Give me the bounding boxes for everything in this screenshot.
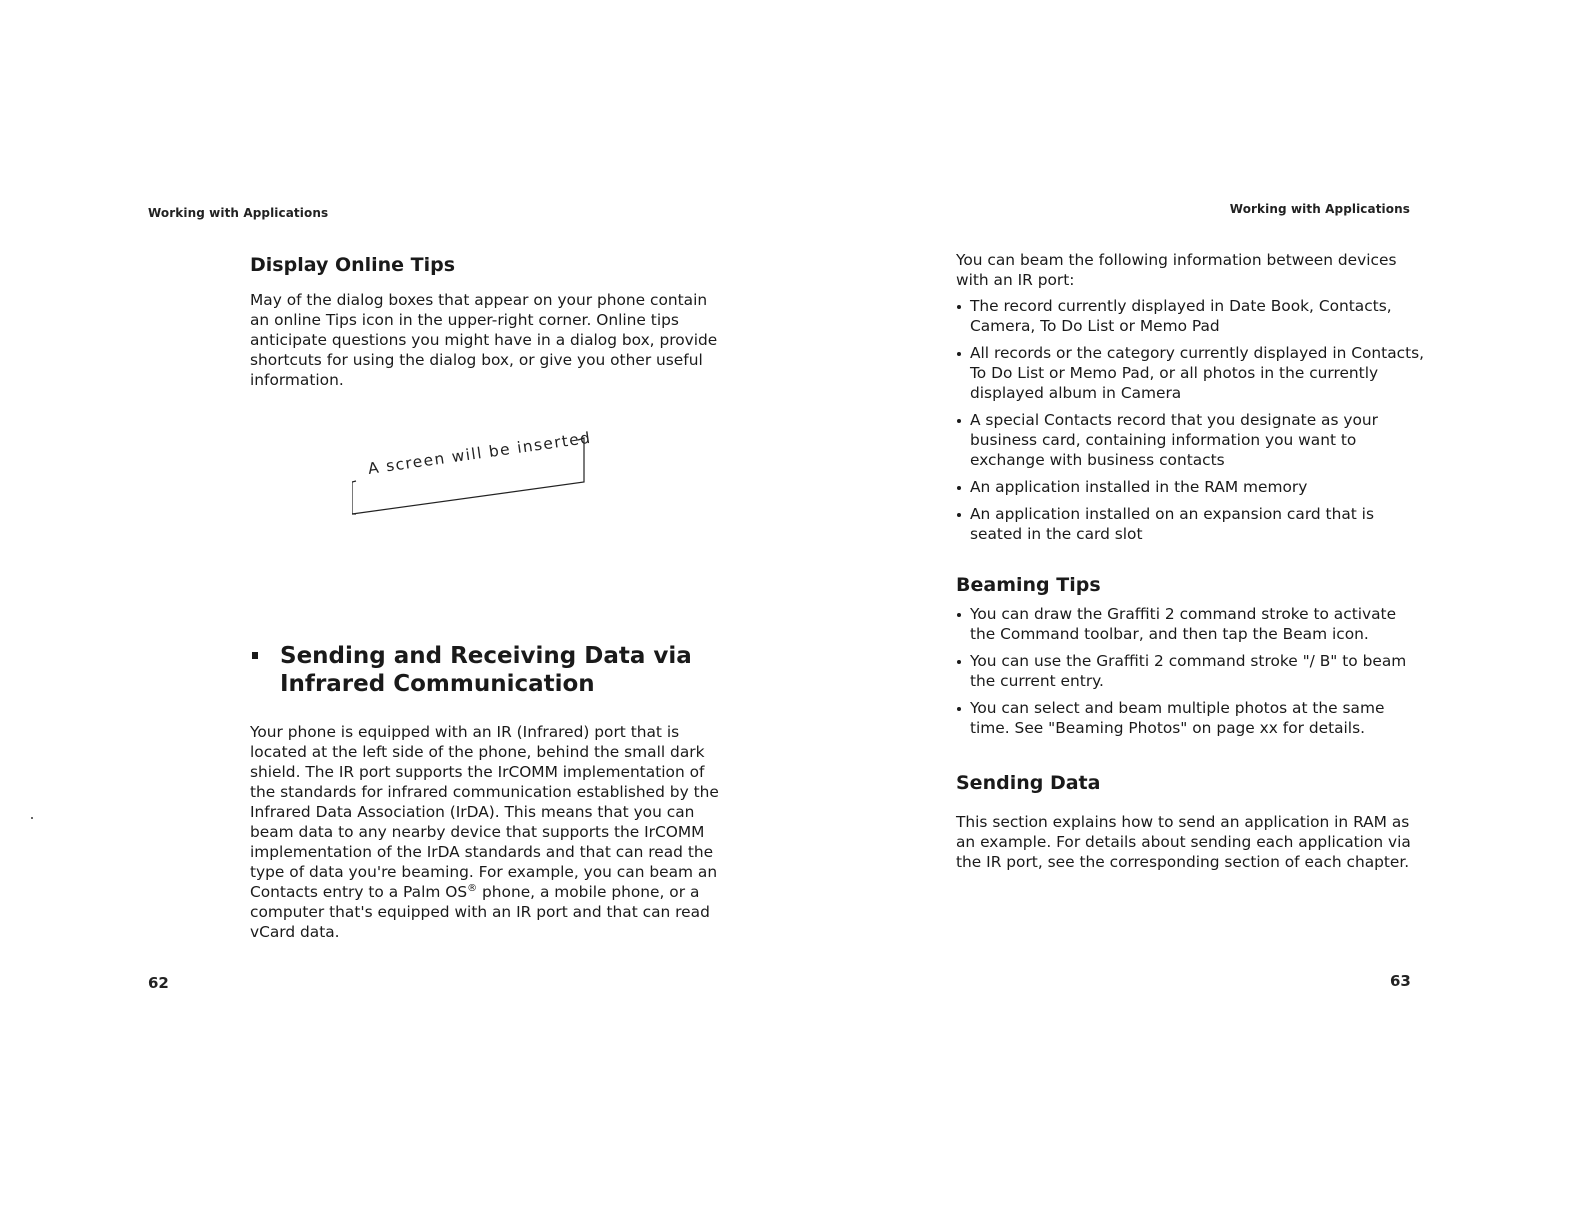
list-item: A special Contacts record that you designate as your business card, containing information you want to exchange with business contacts <box>956 410 1426 470</box>
display-online-tips-paragraph: May of the dialog boxes that appear on your phone contain an online Tips icon in the upper-right corner. Online tips anticipate questions you might have in a dialog box, provide shortcuts for using the dialog box, or give you other useful information. <box>250 291 718 389</box>
screen-placeholder <box>352 428 593 516</box>
ir-paragraph <box>250 722 720 942</box>
section-bullet-icon <box>252 652 258 659</box>
display-online-tips-heading: Display Online Tips <box>250 254 456 276</box>
beam-intro-paragraph: You can beam the following information between devices with an IR port: <box>956 251 1397 289</box>
scan-mark <box>31 817 33 819</box>
left-page-top-column <box>250 252 720 390</box>
running-head-left: Working with Applications <box>148 206 329 220</box>
sending-data-paragraph: This section explains how to send an application in RAM as an example. For details about sending each application via the IR port, see the corresponding section of each chapter. <box>956 813 1411 871</box>
list-item: You can use the Graffiti 2 command stroke "/ B" to beam the current entry. <box>956 651 1426 691</box>
list-item: An application installed in the RAM memory <box>956 477 1426 497</box>
page-number-right: 63 <box>1390 972 1411 990</box>
beam-items-list <box>956 296 1426 544</box>
section-heading-block <box>250 642 720 698</box>
screen-placeholder-text: A screen will be inserted <box>366 428 593 478</box>
list-item: All records or the category currently displayed in Contacts, To Do List or Memo Pad, or all photos in the currently displayed album in Camera <box>956 343 1426 403</box>
running-head-right: Working with Applications <box>1229 202 1410 216</box>
right-page-top-column <box>956 250 1426 551</box>
ir-paragraph-part1: Your phone is equipped with an IR (Infrared) port that is located at the left side of the phone, behind the small dark shield. The IR port supports the IrCOMM implementation of the standards for infrared communication established by the Infrared Data Association (IrDA). This means that you can beam data to any nearby device that supports the IrCOMM implementation of the IrDA standards and that can read the type of data you're beaming. For example, you can beam an Contacts entry to a Palm OS <box>250 723 719 901</box>
beaming-tips-heading: Beaming Tips <box>956 574 1101 596</box>
page-number-left: 62 <box>148 974 169 992</box>
ir-paragraph-part2: phone, a mobile phone, or a computer that's equipped with an IR port and that can read vCard data. <box>250 883 710 941</box>
beaming-tips-list <box>956 604 1426 745</box>
registered-mark: ® <box>467 882 478 894</box>
list-item: An application installed on an expansion card that is seated in the card slot <box>956 504 1426 544</box>
list-item: You can select and beam multiple photos at the same time. See "Beaming Photos" on page xx for details. <box>956 698 1426 738</box>
sending-data-heading: Sending Data <box>956 772 1101 794</box>
list-item: You can draw the Graffiti 2 command stroke to activate the Command toolbar, and then tap the Beam icon. <box>956 604 1426 644</box>
sending-receiving-heading: Sending and Receiving Data via Infrared Communication <box>280 643 692 697</box>
list-item: The record currently displayed in Date Book, Contacts, Camera, To Do List or Memo Pad <box>956 296 1426 336</box>
